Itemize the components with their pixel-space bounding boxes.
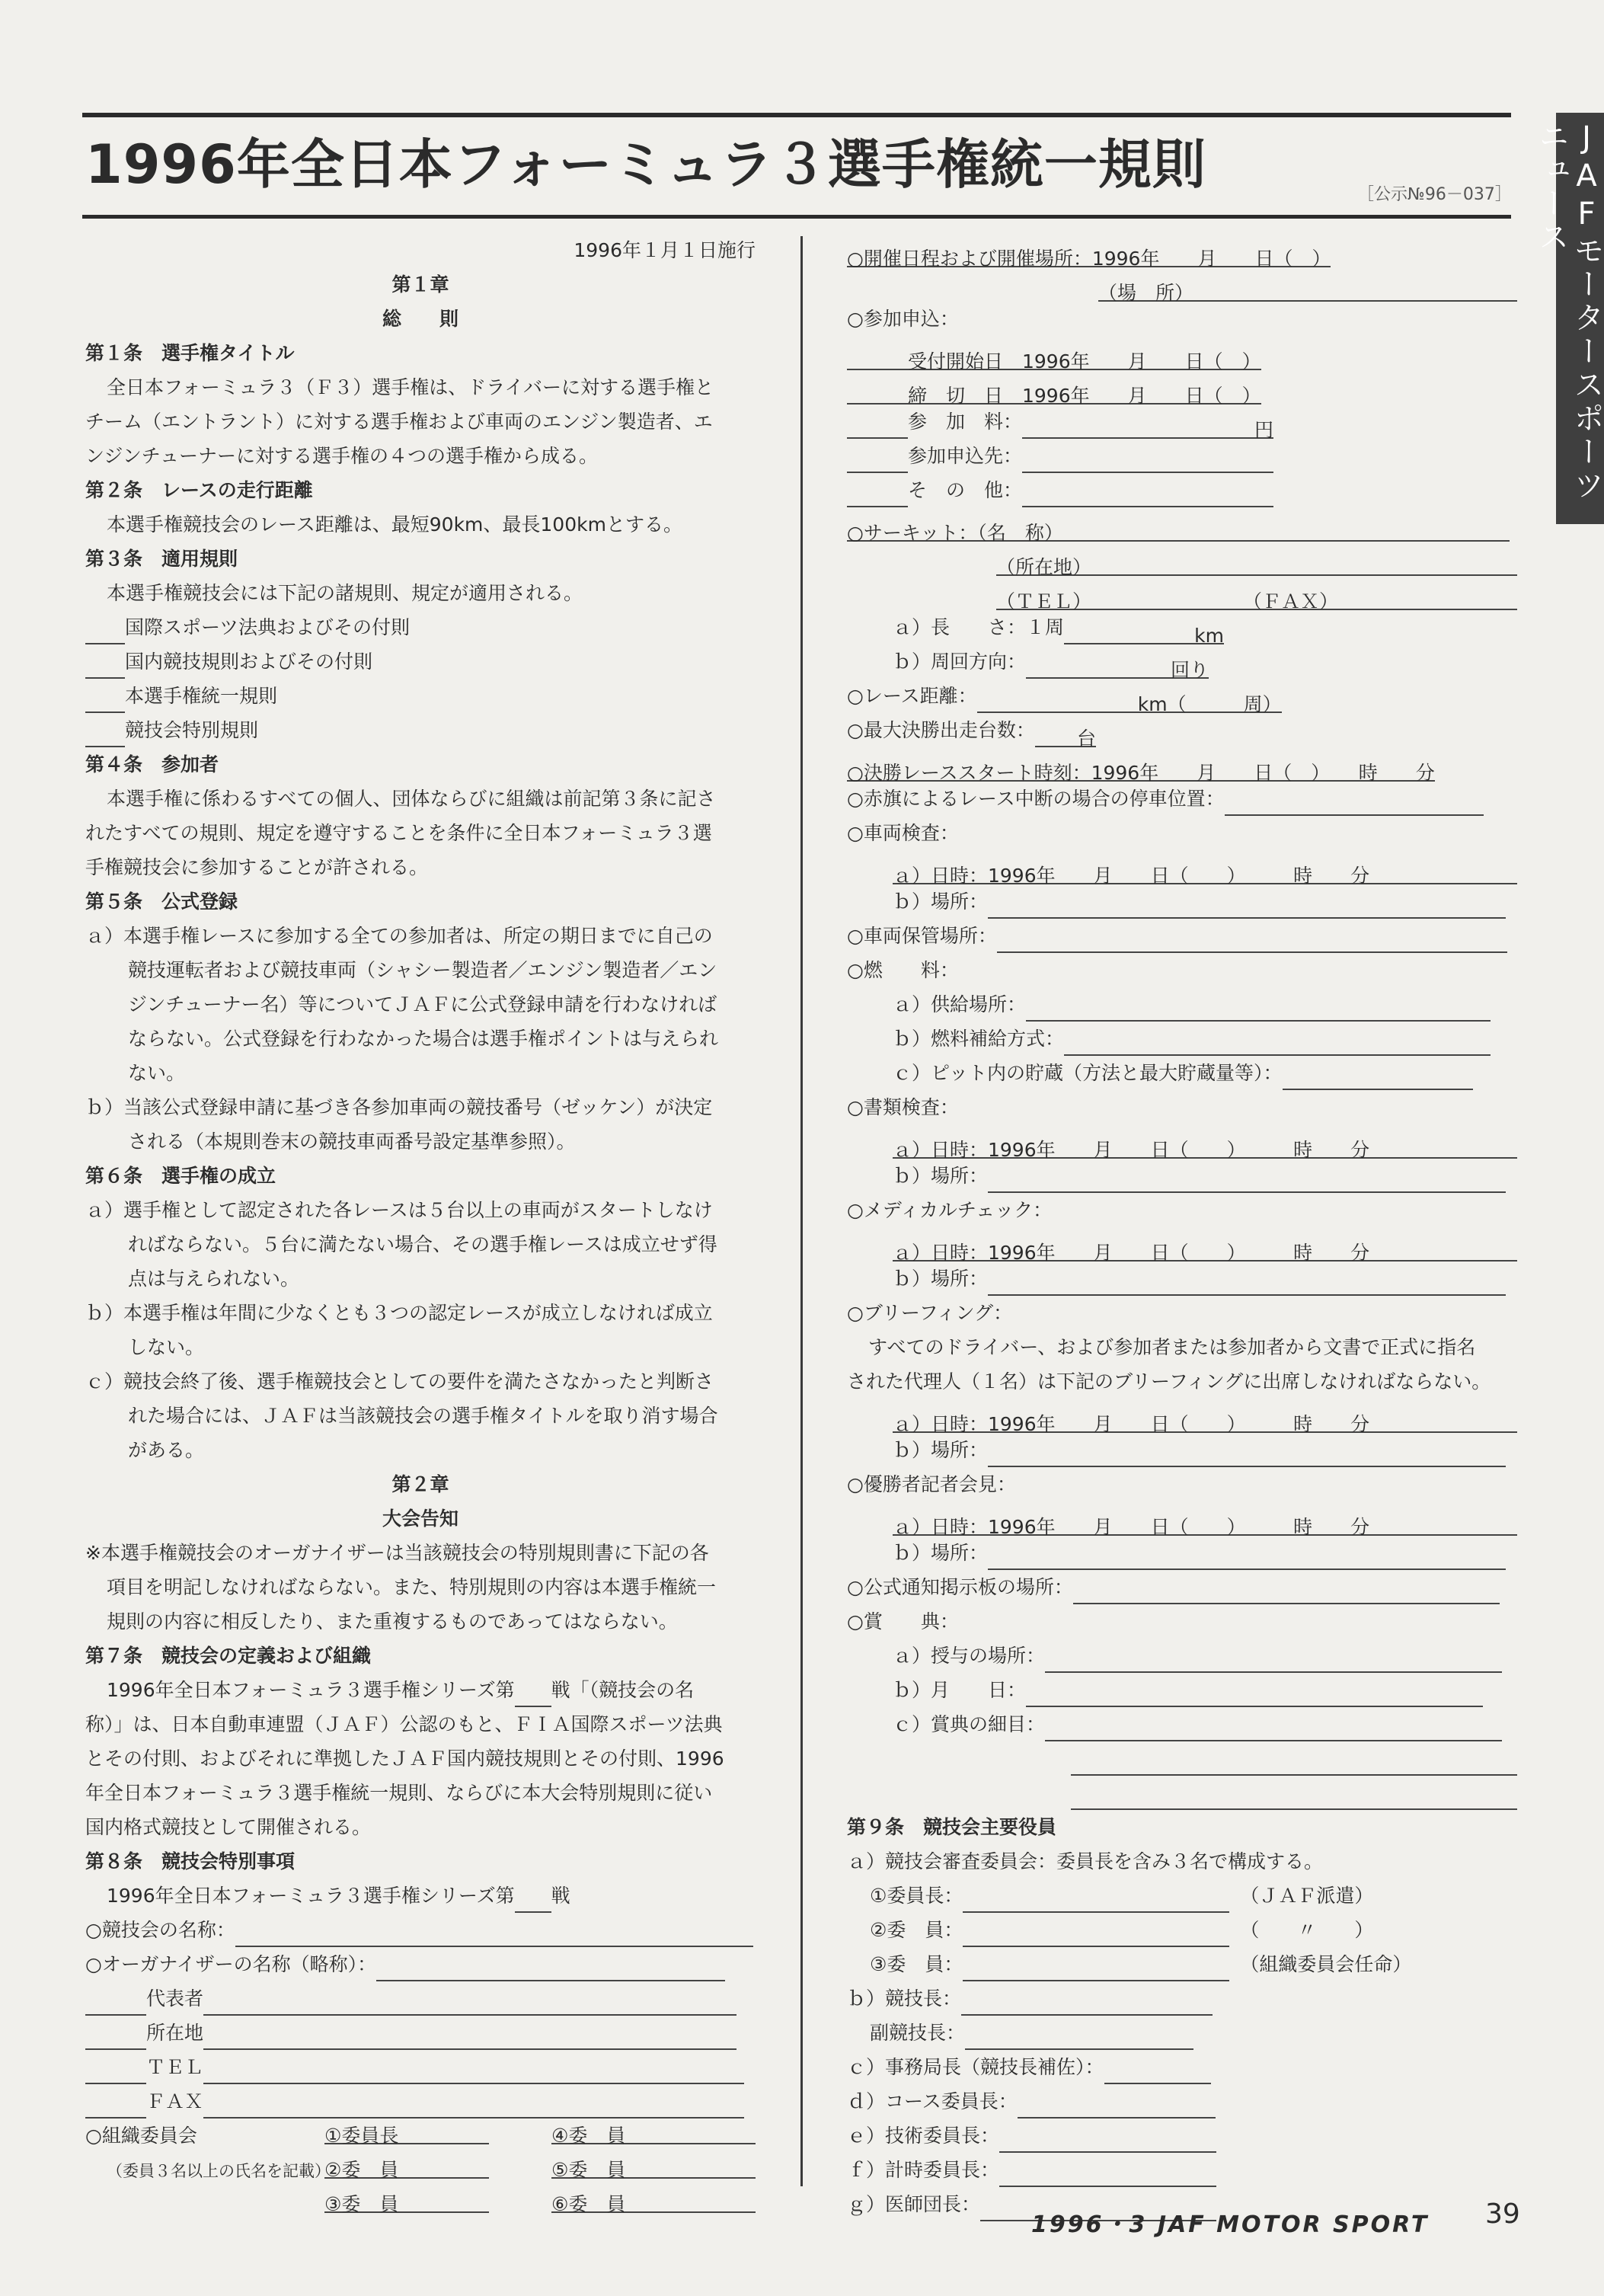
body-text-part: 戦「（競技会の名 bbox=[551, 1679, 695, 1701]
magazine-footer: 1996・3 JAF MOTOR SPORT bbox=[1031, 2211, 1430, 2238]
form-label: ｂ）場所： bbox=[893, 1439, 989, 1461]
form-label: ｂ）場所： bbox=[893, 1542, 989, 1564]
body-text: すべてのドライバー、および参加者または参加者から文書で正式に指名 bbox=[868, 1336, 1476, 1358]
blank-field bbox=[1071, 1750, 1517, 1776]
form-row bbox=[85, 1913, 756, 1947]
form-label: ｂ）場所： bbox=[893, 1165, 989, 1187]
body-text: ａ）競技会審査委員会：委員長を含み３名で構成する。 bbox=[847, 1850, 1324, 1872]
page-title: 1996年全日本フォーミュラ３選手権統一規則 bbox=[85, 133, 1206, 196]
form-label: ａ）日時：1996年 月 日（ ） 時 分 bbox=[893, 865, 1370, 884]
blank-field bbox=[961, 1990, 1213, 2016]
form-row bbox=[847, 987, 1517, 1022]
blank-field bbox=[999, 2161, 1216, 2187]
blank-field bbox=[963, 1887, 1229, 1913]
datetime-field bbox=[893, 1236, 1517, 1262]
location-field bbox=[1098, 276, 1517, 302]
form-row bbox=[847, 850, 1517, 884]
body-text: ならない。公式登録を行わなかった場合は選手権ポイントは与えられ bbox=[128, 1028, 719, 1050]
blank-field bbox=[1045, 1647, 1502, 1673]
article-heading: 第１条 選手権タイトル bbox=[85, 342, 295, 364]
blank-field bbox=[515, 1681, 551, 1707]
title-rule bbox=[82, 215, 1511, 219]
blank-field bbox=[1018, 2093, 1216, 2119]
form-row bbox=[847, 1879, 1517, 1913]
form-row bbox=[847, 542, 1517, 576]
right-column bbox=[847, 233, 1517, 2221]
schedule-field: ○開催日程および開催場所：1996年 月 日（ ） bbox=[847, 241, 1331, 267]
list-item bbox=[85, 679, 756, 713]
form-row bbox=[847, 439, 1517, 473]
form-label: ａ）日時：1996年 月 日（ ） 時 分 bbox=[893, 1413, 1370, 1433]
top-rule bbox=[82, 113, 1511, 117]
form-row bbox=[85, 2050, 756, 2084]
form-label: ｃ）賞典の細目： bbox=[893, 1713, 1046, 1735]
body-text: 国内格式競技として開催される。 bbox=[85, 1816, 372, 1838]
page-number: 39 bbox=[1485, 2198, 1520, 2230]
form-label: （場 所） bbox=[1098, 282, 1194, 302]
form-row bbox=[847, 1741, 1517, 1776]
form-label: ○赤旗によるレース中断の場合の停車位置： bbox=[847, 788, 1225, 810]
datetime-field bbox=[893, 1407, 1517, 1433]
form-label: （所在地） bbox=[996, 556, 1092, 576]
form-label: （ＦＡＸ） bbox=[1243, 590, 1339, 610]
blank-field bbox=[988, 1441, 1506, 1467]
form-label: ａ）長 さ：１周 bbox=[893, 616, 1065, 638]
form-label: ○車両保管場所： bbox=[847, 925, 997, 947]
body-text: 全日本フォーミュラ３（Ｆ３）選手権は、ドライバーに対する選手権と bbox=[107, 376, 714, 398]
committee-row bbox=[85, 2153, 756, 2187]
form-row bbox=[847, 1981, 1517, 2016]
list-item-label: 本選手権統一規則 bbox=[125, 685, 278, 707]
notice-number: ［公示№96－037］ bbox=[1357, 185, 1512, 204]
form-label: ③委 員： bbox=[870, 1953, 963, 1975]
blank-field bbox=[1071, 1784, 1517, 1810]
article-heading: 第４条 参加者 bbox=[85, 753, 219, 775]
form-row bbox=[847, 233, 1517, 267]
committee-row bbox=[85, 2187, 756, 2221]
form-label: ｂ）競技長： bbox=[847, 1987, 962, 2010]
form-row bbox=[847, 473, 1517, 507]
committee-field bbox=[324, 2187, 489, 2213]
form-note: （委員３名以上の氏名を記載） bbox=[107, 2162, 331, 2180]
form-row bbox=[847, 1124, 1517, 1159]
form-label: ａ）供給場所： bbox=[893, 993, 1027, 1015]
blank-field bbox=[963, 1955, 1229, 1981]
committee-field bbox=[551, 2153, 756, 2179]
body-text: ない。 bbox=[128, 1062, 186, 1084]
form-label: 参加申込先： bbox=[908, 445, 1023, 467]
body-text: 項目を明記しなければならない。また、特別規則の内容は本選手権統一 bbox=[107, 1576, 717, 1598]
committee-field bbox=[324, 2119, 489, 2147]
form-label: ○最大決勝出走台数： bbox=[847, 719, 1035, 741]
form-row bbox=[847, 1536, 1517, 1570]
form-label: ○車両検査： bbox=[847, 822, 959, 844]
form-row bbox=[847, 2016, 1517, 2050]
left-column bbox=[85, 233, 756, 2221]
form-row bbox=[847, 679, 1517, 713]
form-label: ｄ）コース委員長： bbox=[847, 2090, 1018, 2112]
body-text: 本選手権競技会には下記の諸規則、規定が適用される。 bbox=[107, 582, 583, 604]
blank-field bbox=[1073, 1578, 1500, 1604]
form-label: ○書類検査： bbox=[847, 1096, 959, 1118]
body-text: ｃ）競技会終了後、選手権競技会としての要件を満たさなかったと判断さ bbox=[85, 1370, 714, 1393]
blank-field bbox=[235, 1921, 753, 1947]
form-row bbox=[847, 1673, 1517, 1707]
form-row bbox=[847, 782, 1517, 816]
form-row bbox=[847, 1022, 1517, 1056]
form-row bbox=[847, 1913, 1517, 1947]
form-label: ｂ）月 日： bbox=[893, 1679, 1027, 1701]
form-row bbox=[85, 2016, 756, 2050]
form-label: ｅ）技術委員長： bbox=[847, 2125, 1000, 2147]
form-row bbox=[847, 1776, 1517, 1810]
article-heading: 第９条 競技会主要役員 bbox=[847, 1816, 1057, 1838]
body-text: とその付則、およびそれに準拠したＪＡＦ国内競技規則とその付則、1996 bbox=[85, 1748, 724, 1770]
body-text: ｂ）当該公式登録申請に基づき各参加車両の競技番号（ゼッケン）が決定 bbox=[85, 1096, 713, 1118]
datetime-field bbox=[893, 1133, 1517, 1159]
body-text: ンジンチューナーに対する選手権の４つの選手権から成る。 bbox=[85, 445, 599, 467]
form-label: ａ）日時：1996年 月 日（ ） 時 分 bbox=[893, 1242, 1370, 1262]
section-side-tab: JAFモータースポーツニュース bbox=[1556, 113, 1604, 524]
form-label: ｂ）燃料補給方式： bbox=[893, 1028, 1065, 1050]
body-text: 手権競技会に参加することが許される。 bbox=[85, 856, 429, 878]
form-label: 副競技長： bbox=[870, 2022, 966, 2044]
form-label: ②委 員： bbox=[870, 1919, 963, 1941]
body-text: 称）」は、日本自動車連盟（ＪＡＦ）公認のもと、ＦＩＡ国際スポーツ法典 bbox=[85, 1713, 723, 1735]
blank-field bbox=[1104, 2058, 1211, 2084]
blank-field bbox=[988, 1544, 1506, 1570]
form-row bbox=[847, 1227, 1517, 1262]
form-label: ○メディカルチェック： bbox=[847, 1199, 1053, 1221]
form-row bbox=[85, 1981, 756, 2016]
address-field bbox=[996, 550, 1517, 576]
blank-field bbox=[1022, 447, 1273, 473]
blank-field bbox=[963, 1921, 1229, 1947]
datetime-field bbox=[893, 859, 1517, 884]
form-label: ａ）日時：1996年 月 日（ ） 時 分 bbox=[893, 1139, 1370, 1159]
form-row bbox=[847, 267, 1517, 302]
form-label: ａ）日時：1996年 月 日（ ） 時 分 bbox=[893, 1516, 1370, 1536]
committee-field bbox=[551, 2119, 756, 2147]
circuit-field bbox=[847, 516, 1510, 542]
body-text bbox=[85, 1673, 756, 1707]
column-divider bbox=[800, 236, 803, 2186]
body-text: される（本規則巻末の競技車両番号設定基準参照）。 bbox=[128, 1130, 576, 1153]
unit-label: 回り bbox=[1171, 659, 1209, 679]
form-row bbox=[85, 1947, 756, 1981]
form-row bbox=[847, 370, 1517, 405]
form-label: （ＴＥＬ） bbox=[996, 590, 1092, 610]
unit-label: 台 bbox=[1076, 727, 1096, 747]
unit-label: km（ 周） bbox=[1137, 693, 1282, 713]
list-item-label: 国内競技規則およびその付則 bbox=[125, 651, 373, 673]
form-label: ｇ）医師団長： bbox=[847, 2193, 981, 2215]
body-text: れた場合には、ＪＡＦは当該競技会の選手権タイトルを取り消す場合 bbox=[128, 1405, 718, 1427]
currency-unit: 円 bbox=[1254, 419, 1274, 439]
form-row bbox=[847, 2153, 1517, 2187]
form-row bbox=[847, 747, 1517, 782]
form-label: ○参加申込： bbox=[847, 308, 959, 330]
form-label: ＦＡＸ bbox=[146, 2090, 204, 2112]
start-time-field: ○決勝レーススタート時刻：1996年 月 日（ ） 時 分 bbox=[847, 756, 1435, 782]
blank-field bbox=[203, 1990, 736, 2016]
form-label: そ の 他： bbox=[908, 479, 1023, 501]
committee-member-label: ⑤委 員 bbox=[551, 2159, 626, 2181]
form-row bbox=[847, 405, 1517, 439]
form-row bbox=[847, 1570, 1517, 1604]
blank-field bbox=[997, 927, 1507, 953]
form-label: 所在地 bbox=[146, 2022, 204, 2044]
article-heading: 第７条 競技会の定義および組織 bbox=[85, 1645, 372, 1667]
blank-field bbox=[203, 2024, 736, 2050]
committee-member-label: ③委 員 bbox=[324, 2193, 399, 2215]
form-row bbox=[847, 919, 1517, 953]
blank-field bbox=[1045, 1716, 1502, 1741]
body-text: された代理人（１名）は下記のブリーフィングに出席しなければならない。 bbox=[847, 1370, 1491, 1393]
blank-field bbox=[988, 893, 1506, 919]
body-text: ｂ）本選手権は年間に少なくとも３つの認定レースが成立しなければ成立 bbox=[85, 1302, 713, 1324]
form-label: ｃ）事務局長（競技長補佐）： bbox=[847, 2056, 1104, 2078]
form-label: ①委員長： bbox=[870, 1885, 963, 1907]
body-text bbox=[85, 1879, 756, 1913]
body-text-part: 1996年全日本フォーミュラ３選手権シリーズ第 bbox=[107, 1885, 515, 1907]
length-field bbox=[1064, 619, 1224, 644]
blank-field bbox=[515, 1887, 551, 1913]
form-note: （組織委員会任命） bbox=[1240, 1953, 1412, 1975]
form-row bbox=[847, 1501, 1517, 1536]
body-text-part: 1996年全日本フォーミュラ３選手権シリーズ第 bbox=[107, 1679, 515, 1701]
body-text: ればならない。５台に満たない場合、その選手権レースは成立せず得 bbox=[128, 1233, 717, 1255]
form-row bbox=[847, 1433, 1517, 1467]
form-row bbox=[847, 1947, 1517, 1981]
form-row bbox=[847, 1262, 1517, 1296]
form-label: ○公式通知掲示板の場所： bbox=[847, 1576, 1073, 1598]
form-label: ｂ）場所： bbox=[893, 891, 989, 913]
distance-field bbox=[977, 687, 1282, 713]
form-label: ＴＥＬ bbox=[146, 2056, 204, 2078]
form-note: （ 〃 ） bbox=[1240, 1919, 1374, 1941]
blank-field bbox=[1225, 790, 1484, 816]
form-row bbox=[847, 1399, 1517, 1433]
form-row bbox=[847, 2119, 1517, 2153]
blank-field bbox=[1026, 1681, 1483, 1707]
contact-field bbox=[996, 584, 1517, 610]
form-label: 参 加 料： bbox=[908, 411, 1023, 433]
form-label: 締 切 日 1996年 月 日（ ） bbox=[908, 379, 1261, 405]
chapter-title: 大会告知 bbox=[382, 1508, 459, 1530]
direction-field bbox=[1026, 653, 1209, 679]
blank-field bbox=[1022, 481, 1273, 507]
form-label: ○賞 典： bbox=[847, 1610, 959, 1632]
chapter-title: 総 則 bbox=[382, 308, 459, 330]
body-text: 規則の内容に相反したり、また重複するものであってはならない。 bbox=[107, 1610, 678, 1632]
form-row bbox=[847, 1159, 1517, 1193]
form-label: ○サーキット：（名 称） bbox=[847, 522, 1063, 542]
blank-field bbox=[965, 2024, 1193, 2050]
form-label: ○レース距離： bbox=[847, 685, 977, 707]
list-item-label: 国際スポーツ法典およびその付則 bbox=[125, 616, 411, 638]
form-row bbox=[847, 713, 1517, 747]
body-text: 競技運転者および競技車両（シャシー製造者／エンジン製造者／エン bbox=[128, 959, 717, 981]
chapter-heading: 第１章 bbox=[391, 273, 449, 296]
blank-field bbox=[988, 1167, 1506, 1193]
committee-field bbox=[324, 2153, 489, 2179]
form-label: ｆ）計時委員長： bbox=[847, 2159, 1000, 2181]
form-label: ○組織委員会 bbox=[85, 2125, 197, 2147]
form-label: ○燃 料： bbox=[847, 959, 959, 981]
committee-field bbox=[551, 2187, 756, 2213]
form-label: 受付開始日 1996年 月 日（ ） bbox=[908, 344, 1261, 370]
effective-date: 1996年１月１日施行 bbox=[574, 239, 756, 261]
unit-label: km bbox=[1194, 625, 1225, 644]
form-row bbox=[847, 2084, 1517, 2119]
body-text: ジンチューナー名）等についてＪＡＦに公式登録申請を行わなければ bbox=[128, 993, 717, 1015]
blank-field bbox=[1064, 1030, 1491, 1056]
form-label: ○オーガナイザーの名称（略称）： bbox=[85, 1953, 377, 1975]
form-label: 代表者 bbox=[146, 1987, 204, 2010]
form-row bbox=[847, 1707, 1517, 1741]
committee-member-label: ④委 員 bbox=[551, 2125, 626, 2147]
body-text: ａ）選手権として認定された各レースは５台以上の車両がスタートしなけ bbox=[85, 1199, 713, 1221]
body-text: しない。 bbox=[128, 1336, 205, 1358]
committee-member-label: ①委員長 bbox=[324, 2125, 399, 2147]
list-item bbox=[85, 713, 756, 747]
list-item bbox=[85, 644, 756, 679]
body-text: 点は与えられない。 bbox=[128, 1268, 300, 1290]
body-text: ※本選手権競技会のオーガナイザーは当該競技会の特別規則書に下記の各 bbox=[85, 1542, 709, 1564]
chapter-heading: 第２章 bbox=[391, 1473, 449, 1495]
body-text: ａ）本選手権レースに参加する全ての参加者は、所定の期日までに自己の bbox=[85, 925, 713, 947]
body-text: 年全日本フォーミュラ３選手権統一規則、ならびに本大会特別規則に従い bbox=[85, 1782, 713, 1804]
form-row bbox=[847, 1639, 1517, 1673]
body-text-part: 戦 bbox=[551, 1885, 570, 1907]
form-row bbox=[847, 610, 1517, 644]
article-heading: 第２条 レースの走行距離 bbox=[85, 479, 313, 501]
form-row bbox=[847, 336, 1517, 370]
list-item bbox=[85, 610, 756, 644]
blank-field bbox=[988, 1270, 1506, 1296]
cars-field bbox=[1035, 721, 1096, 747]
form-row bbox=[847, 1056, 1517, 1090]
committee-member-label: ②委 員 bbox=[324, 2159, 399, 2181]
form-label: ｃ）ピット内の貯蔵（方法と最大貯蔵量等）： bbox=[893, 1062, 1283, 1084]
body-text: 本選手権競技会のレース距離は、最短90km、最長100kmとする。 bbox=[107, 513, 682, 536]
body-text: れたすべての規則、規定を遵守することを条件に全日本フォーミュラ３選 bbox=[85, 822, 712, 844]
form-row bbox=[85, 2084, 756, 2119]
list-item-label: 競技会特別規則 bbox=[125, 719, 259, 741]
form-row bbox=[847, 644, 1517, 679]
form-note: （ＪＡＦ派遣） bbox=[1240, 1885, 1374, 1907]
form-label: ｂ）場所： bbox=[893, 1268, 989, 1290]
body-text: がある。 bbox=[128, 1439, 205, 1461]
form-label: ○優勝者記者会見： bbox=[847, 1473, 1016, 1495]
form-label: ａ）授与の場所： bbox=[893, 1645, 1046, 1667]
form-row bbox=[847, 884, 1517, 919]
committee-member-label: ⑥委 員 bbox=[551, 2193, 626, 2215]
article-heading: 第３条 適用規則 bbox=[85, 548, 238, 570]
blank-field bbox=[999, 2127, 1216, 2153]
body-text: 本選手権に係わるすべての個人、団体ならびに組織は前記第３条に記さ bbox=[107, 788, 716, 810]
form-label: ○ブリーフィング： bbox=[847, 1302, 1013, 1324]
article-heading: 第８条 競技会特別事項 bbox=[85, 1850, 296, 1872]
form-label: ｂ）周回方向： bbox=[893, 651, 1027, 673]
form-row bbox=[847, 507, 1517, 542]
blank-field bbox=[203, 2093, 744, 2119]
blank-field bbox=[1283, 1064, 1473, 1090]
datetime-field bbox=[893, 1510, 1517, 1536]
blank-field bbox=[376, 1955, 725, 1981]
committee-row bbox=[85, 2119, 756, 2153]
fee-field bbox=[1022, 413, 1273, 439]
blank-field bbox=[1026, 996, 1491, 1022]
form-row bbox=[847, 2050, 1517, 2084]
form-row bbox=[847, 576, 1517, 610]
article-heading: 第５条 公式登録 bbox=[85, 891, 238, 913]
article-heading: 第６条 選手権の成立 bbox=[85, 1165, 276, 1187]
body-text: チーム（エントラント）に対する選手権および車両のエンジン製造者、エ bbox=[85, 411, 713, 433]
blank-field bbox=[203, 2058, 744, 2084]
form-label: ○競技会の名称： bbox=[85, 1919, 235, 1941]
